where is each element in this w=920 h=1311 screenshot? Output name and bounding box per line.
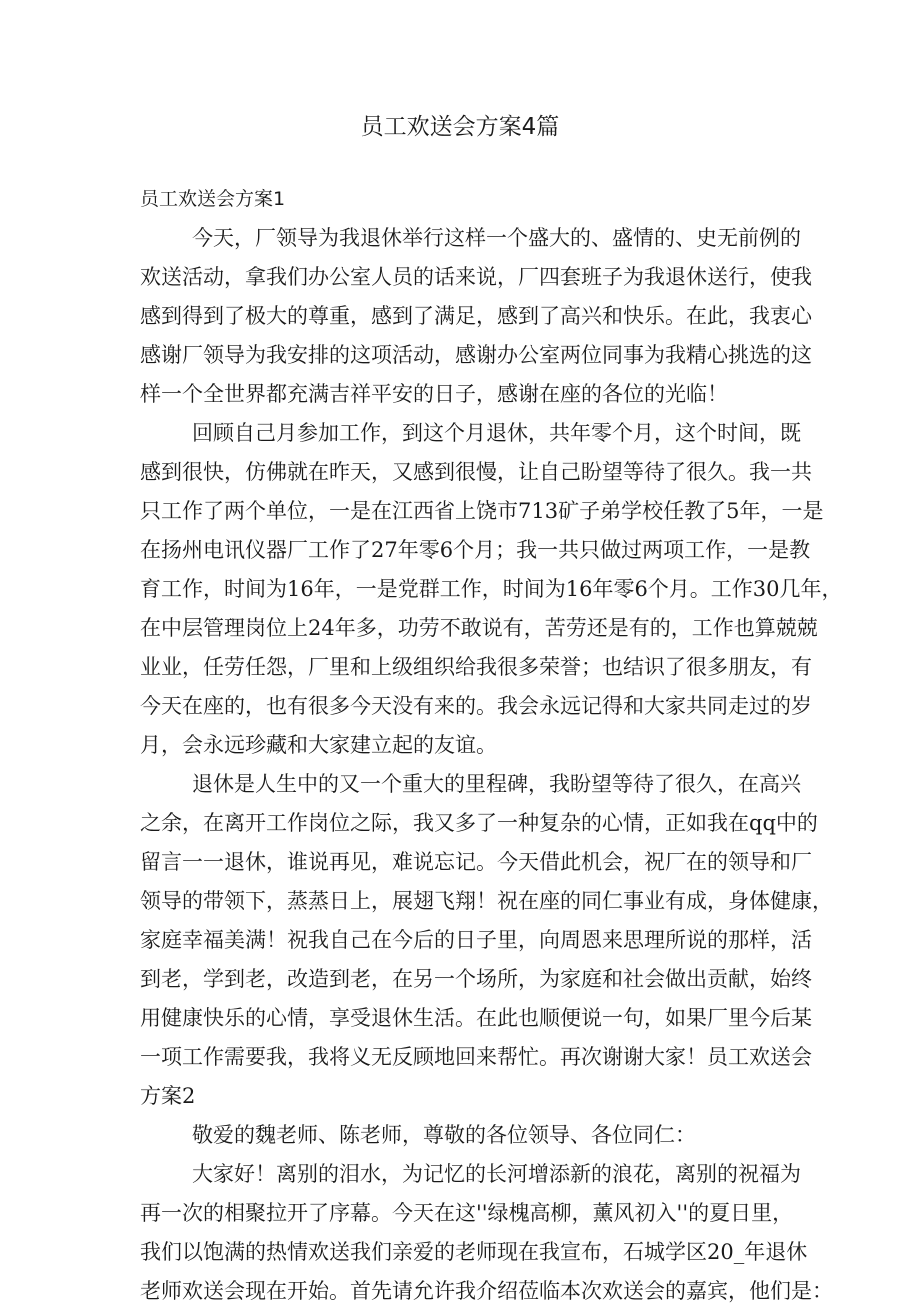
document-title: 员工欢送会方案4篇	[360, 114, 560, 140]
text-line: 之余，在离开工作岗位之际，我又多了一种复杂的心情，正如我在qq中的	[140, 811, 818, 835]
text-line: 回顾自己月参加工作，到这个月退休，共年零个月，这个时间，既	[192, 421, 801, 445]
text-line: 到老，学到老，改造到老，在另一个场所，为家庭和社会做出贡献，始终	[140, 967, 812, 991]
text-line: 在扬州电讯仪器厂工作了27年零6个月；我一共只做过两项工作，一是教	[140, 538, 811, 562]
text-line: 育工作，时间为16年，一是党群工作，时间为16年零6个月。工作30几年，	[140, 577, 843, 601]
text-line: 一项工作需要我，我将义无反顾地回来帮忙。再次谢谢大家！员工欢送会	[140, 1045, 812, 1069]
text-line: 再一次的相聚拉开了序幕。今天在这''绿槐高柳，薰风初入''的夏日里，	[140, 1201, 794, 1225]
text-line: 我们以饱满的热情欢送我们亲爱的老师现在我宣布，石城学区20_年退休	[140, 1240, 808, 1264]
text-line: 感到很快，仿佛就在昨天，又感到很慢，让自己盼望等待了很久。我一共	[140, 460, 812, 484]
text-line: 用健康快乐的心情，享受退休生活。在此也顺便说一句，如果厂里今后某	[140, 1006, 812, 1030]
text-line: 只工作了两个单位，一是在江西省上饶市713矿子弟学校任教了5年，一是	[140, 499, 824, 523]
text-line: 家庭幸福美满！祝我自己在今后的日子里，向周恩来思理所说的那样，活	[140, 928, 812, 952]
section-heading: 员工欢送会方案1	[140, 188, 286, 210]
text-line: 业业，任劳任怨，厂里和上级组织给我很多荣誉；也结识了很多朋友，有	[140, 655, 812, 679]
text-line: 感到得到了极大的尊重，感到了满足，感到了高兴和快乐。在此，我衷心	[140, 304, 812, 328]
text-line: 样一个全世界都充满吉祥平安的日子，感谢在座的各位的光临！	[140, 382, 728, 406]
text-line: 欢送活动，拿我们办公室人员的话来说，厂四套班子为我退休送行，使我	[140, 265, 812, 289]
text-line: 敬爱的魏老师、陈老师，尊敬的各位领导、各位同仁：	[192, 1123, 696, 1147]
text-line: 领导的带领下，蒸蒸日上，展翅飞翔！祝在座的同仁事业有成，身体健康，	[140, 889, 833, 913]
text-line: 今天，厂领导为我退休举行这样一个盛大的、盛情的、史无前例的	[192, 226, 801, 250]
text-line: 大家好！离别的泪水，为记忆的长河增添新的浪花，离别的祝福为	[192, 1162, 801, 1186]
text-line: 退休是人生中的又一个重大的里程碑，我盼望等待了很久，在高兴	[192, 772, 801, 796]
text-line: 今天在座的，也有很多今天没有来的。我会永远记得和大家共同走过的岁	[140, 694, 812, 718]
text-line: 在中层管理岗位上24年多，功劳不敢说有，苦劳还是有的，工作也算兢兢	[140, 616, 818, 640]
document-body	[140, 180, 843, 1311]
text-line: 感谢厂领导为我安排的这项活动，感谢办公室两位同事为我精心挑选的这	[140, 343, 812, 367]
text-line: 留言一一退休，谁说再见，难说忘记。今天借此机会，祝厂在的领导和厂	[140, 850, 812, 874]
text-line: 方案2	[140, 1084, 196, 1108]
text-line: 月，会永远珍藏和大家建立起的友谊。	[140, 733, 497, 757]
text-line: 老师欢送会现在开始。首先请允许我介绍莅临本次欢送会的嘉宾，他们是：	[140, 1279, 833, 1303]
